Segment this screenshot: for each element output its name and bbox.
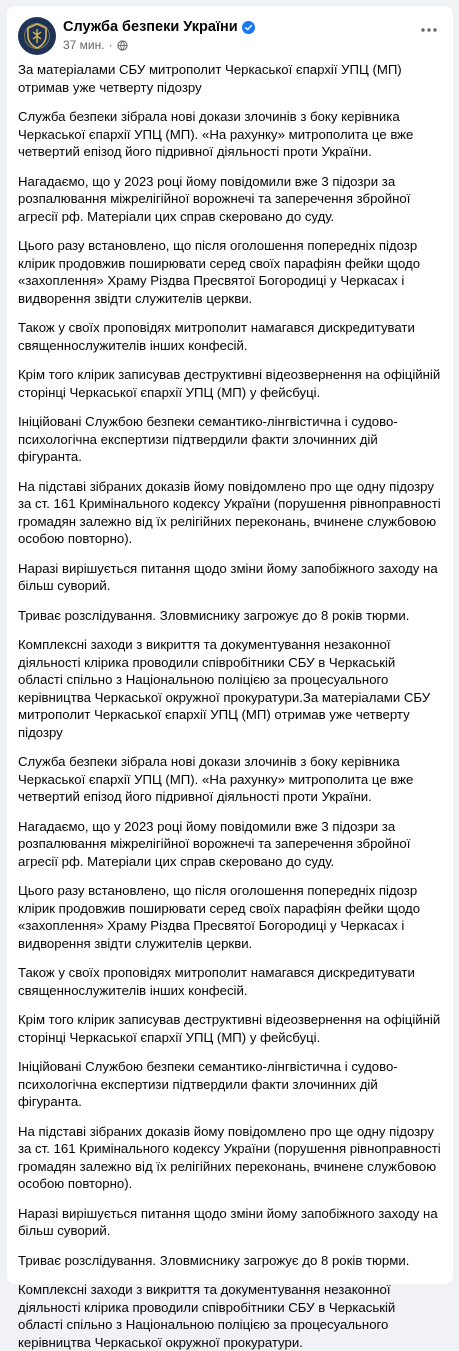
post-paragraph: За матеріалами СБУ митрополит Черкаської єпархії УПЦ (МП) отримав уже четверту підозру <box>18 62 402 95</box>
page-name[interactable] <box>63 19 255 35</box>
avatar[interactable] <box>18 17 56 55</box>
post-paragraph: Цього разу встановлено, що після оголошення попередніх підозр клірик продовжив поширювати серед своїх парафіян фейки щодо «захоплення» Храму Різдва Пресвятої Богородиці у Черкасах і видворення звідти служителів церкви. <box>18 238 421 306</box>
post-time[interactable]: 37 мин. <box>63 38 105 52</box>
sbu-emblem-logo <box>22 21 52 51</box>
post-paragraph: Наразі вирішується питання щодо зміни йому запобіжного заходу на більш суворий. <box>18 560 438 593</box>
meta-separator: · <box>108 38 113 52</box>
post-body <box>7 58 453 1351</box>
post-paragraph: Триває розслідування. Зловмиснику загрожує до 8 років тюрми. <box>18 1252 410 1268</box>
post-paragraph: Крім того клірик записував деструктивні відеозвернення на офіційній сторінці Черкаської єпархії УПЦ (МП) у фейсбуці. <box>18 367 441 400</box>
more-options-icon <box>421 28 437 32</box>
globe-icon <box>117 40 128 51</box>
post-paragraph: Ініційовані Службою безпеки семантико-лінгвістична і судово-психологічна експертизи підтвердили факти злочинних дій фігуранта. <box>18 414 398 464</box>
post-card <box>7 6 453 1350</box>
post-paragraph: Наразі вирішується питання щодо зміни йому запобіжного заходу на більш суворий. <box>18 1205 438 1238</box>
verified-badge-icon <box>242 21 255 34</box>
post-paragraph: Служба безпеки зібрала нові докази злочинів з боку керівника Черкаської єпархії УПЦ (МП). «На рахунку» митрополита це вже четвертий епізод його підривної діяльності проти України. <box>18 754 414 804</box>
post-paragraph: Також у своїх проповідях митрополит намагався дискредитувати священнослужителів інших конфесій. <box>18 320 415 353</box>
page-name-text[interactable]: Служба безпеки України <box>63 19 238 35</box>
more-options-button[interactable] <box>417 20 441 40</box>
post-header <box>7 6 453 58</box>
post-paragraph: Ініційовані Службою безпеки семантико-лінгвістична і судово-психологічна експертизи підтвердили факти злочинних дій фігуранта. <box>18 1059 398 1109</box>
post-paragraph: Нагадаємо, що у 2023 році йому повідомили вже 3 підозри за розпалювання міжрелігійної ворожнечі та заперечення збройної агресії рф. Матеріали цих справ скеровано до суду. <box>18 818 411 869</box>
post-paragraph: На підставі зібраних доказів йому повідомлено про ще одну підозру за ст. 161 Кримінального кодексу України (порушення рівноправності громадян залежно від їх релігійних переконань, вчинене службовою особою повторно). <box>18 478 441 546</box>
post-paragraph: Крім того клірик записував деструктивні відеозвернення на офіційній сторінці Черкаської єпархії УПЦ (МП) у фейсбуці. <box>18 1012 441 1045</box>
post-paragraph: На підставі зібраних доказів йому повідомлено про ще одну підозру за ст. 161 Кримінального кодексу України (порушення рівноправності громадян залежно від їх релігійних переконань, вчинене службовою особою повторно). <box>18 1123 441 1191</box>
post-meta <box>63 38 128 52</box>
post-paragraph: Також у своїх проповідях митрополит намагався дискредитувати священнослужителів інших конфесій. <box>18 965 415 998</box>
post-paragraph: Цього разу встановлено, що після оголошення попередніх підозр клірик продовжив поширювати серед своїх парафіян фейки щодо «захоплення» Храму Різдва Пресвятої Богородиці у Черкасах і видворення звідти служителів церкви. <box>18 883 421 951</box>
post-paragraph: Нагадаємо, що у 2023 році йому повідомили вже 3 підозри за розпалювання міжрелігійної ворожнечі та заперечення збройної агресії рф. Матеріали цих справ скеровано до суду. <box>18 173 411 224</box>
post-paragraph: Комплексні заходи з викриття та документування незаконної діяльності клірика проводили співробітники СБУ в Черкаській області спільно з Національною поліцією за процесуального керівництва Черкаської окружної прокуратури. <box>18 1282 396 1350</box>
post-paragraph: Триває розслідування. Зловмиснику загрожує до 8 років тюрми. <box>18 607 410 623</box>
post-paragraph: Комплексні заходи з викриття та документування незаконної діяльності клірика проводили співробітники СБУ в Черкаській області спільно з Національною поліцією за процесуального керівництва Черкаської окружної прокуратури.За матеріалами СБУ митрополит Черкаської єпархії УПЦ (МП) отримав уже четверту підозру <box>18 637 431 740</box>
post-paragraph: Служба безпеки зібрала нові докази злочинів з боку керівника Черкаської єпархії УПЦ (МП). «На рахунку» митрополита це вже четвертий епізод його підривної діяльності проти України. <box>18 109 414 159</box>
